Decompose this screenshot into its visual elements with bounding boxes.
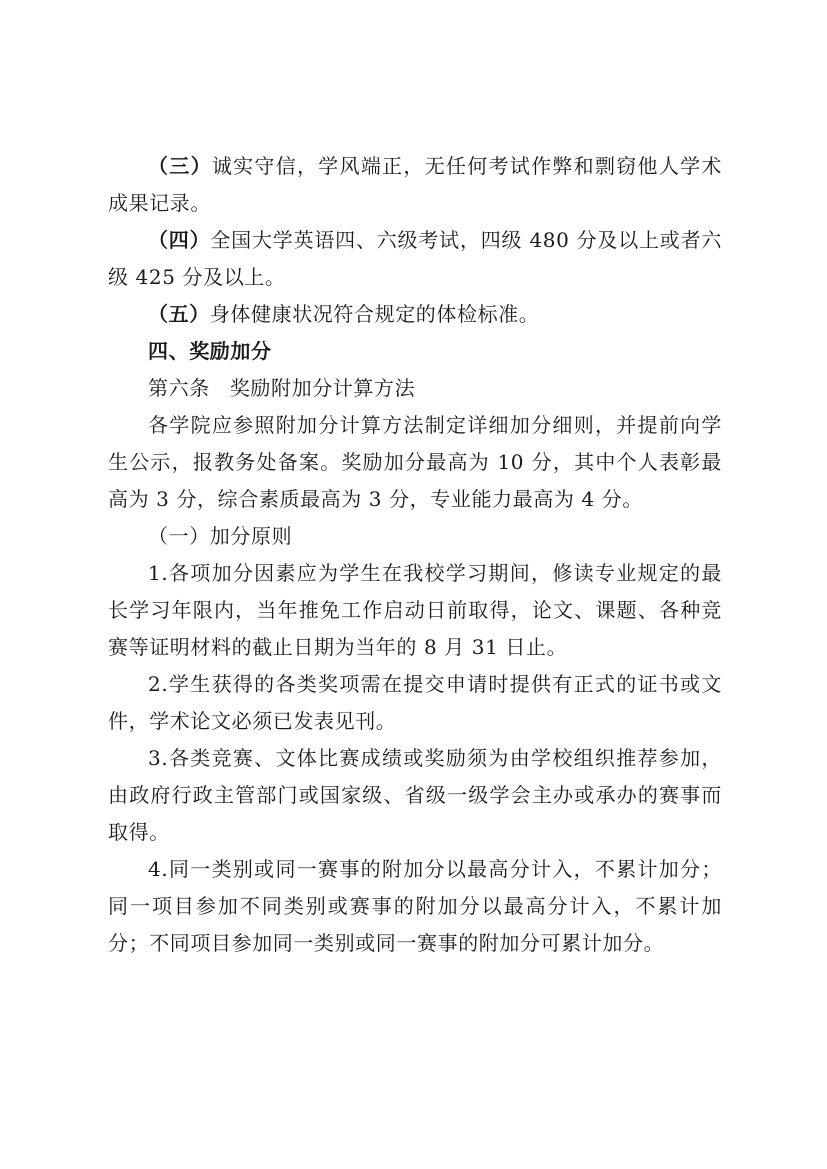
document-page [108,148,722,962]
rule-paragraph-4: 4.同一类别或同一赛事的附加分以最高分计入，不累计加分；同一项目参加不同类别或赛事的附加分以最高分计入，不累计加分；不同项目参加同一类别或同一赛事的附加分可累计加分。 [108,857,722,955]
criterion-item-4-text: 全国大学英语四、六级考试，四级 480 分及以上或者六级 425 分及以上。 [108,228,722,289]
article-heading [108,370,722,407]
rule-paragraph-3: 3.各类竞赛、文体比赛成绩或奖励须为由学校组织推荐参加，由政府行政主管部门或国家级、省级一级学会主办或承办的赛事而取得。 [108,746,722,844]
rule-paragraph-2: 2.学生获得的各类奖项需在提交申请时提供有正式的证书或文件，学术论文必须已发表见刊。 [108,672,722,733]
principles-heading: （一）加分原则 [148,524,293,548]
criterion-item-4 [108,222,722,296]
criterion-item-5 [108,296,722,333]
article-title: 奖励附加分计算方法 [229,376,416,400]
article-number: 第六条 [148,376,210,400]
rule-paragraph-1: 1.各项加分因素应为学生在我校学习期间，修读专业规定的最长学习年限内，当年推免工作启动日前取得，论文、课题、各种竞赛等证明材料的截止日期为当年的 8 月 31 日止。 [108,561,722,659]
criterion-item-5-text: 身体健康状况符合规定的体检标准。 [209,302,540,326]
criterion-item-5-number: （五） [148,302,210,326]
criterion-item-3-text: 诚实守信，学风端正，无任何考试作弊和剽窃他人学术成果记录。 [108,154,722,215]
section-heading: 四、奖励加分 [148,339,272,363]
criterion-item-3 [108,148,722,222]
intro-paragraph: 各学院应参照附加分计算方法制定详细加分细则，并提前向学生公示，报教务处备案。奖励加分最高为 10 分，其中个人表彰最高为 3 分，综合素质最高为 3 分，专业能力最高为 4 分。 [108,413,722,511]
criterion-item-4-number: （四） [148,228,211,252]
criterion-item-3-number: （三） [148,154,212,178]
